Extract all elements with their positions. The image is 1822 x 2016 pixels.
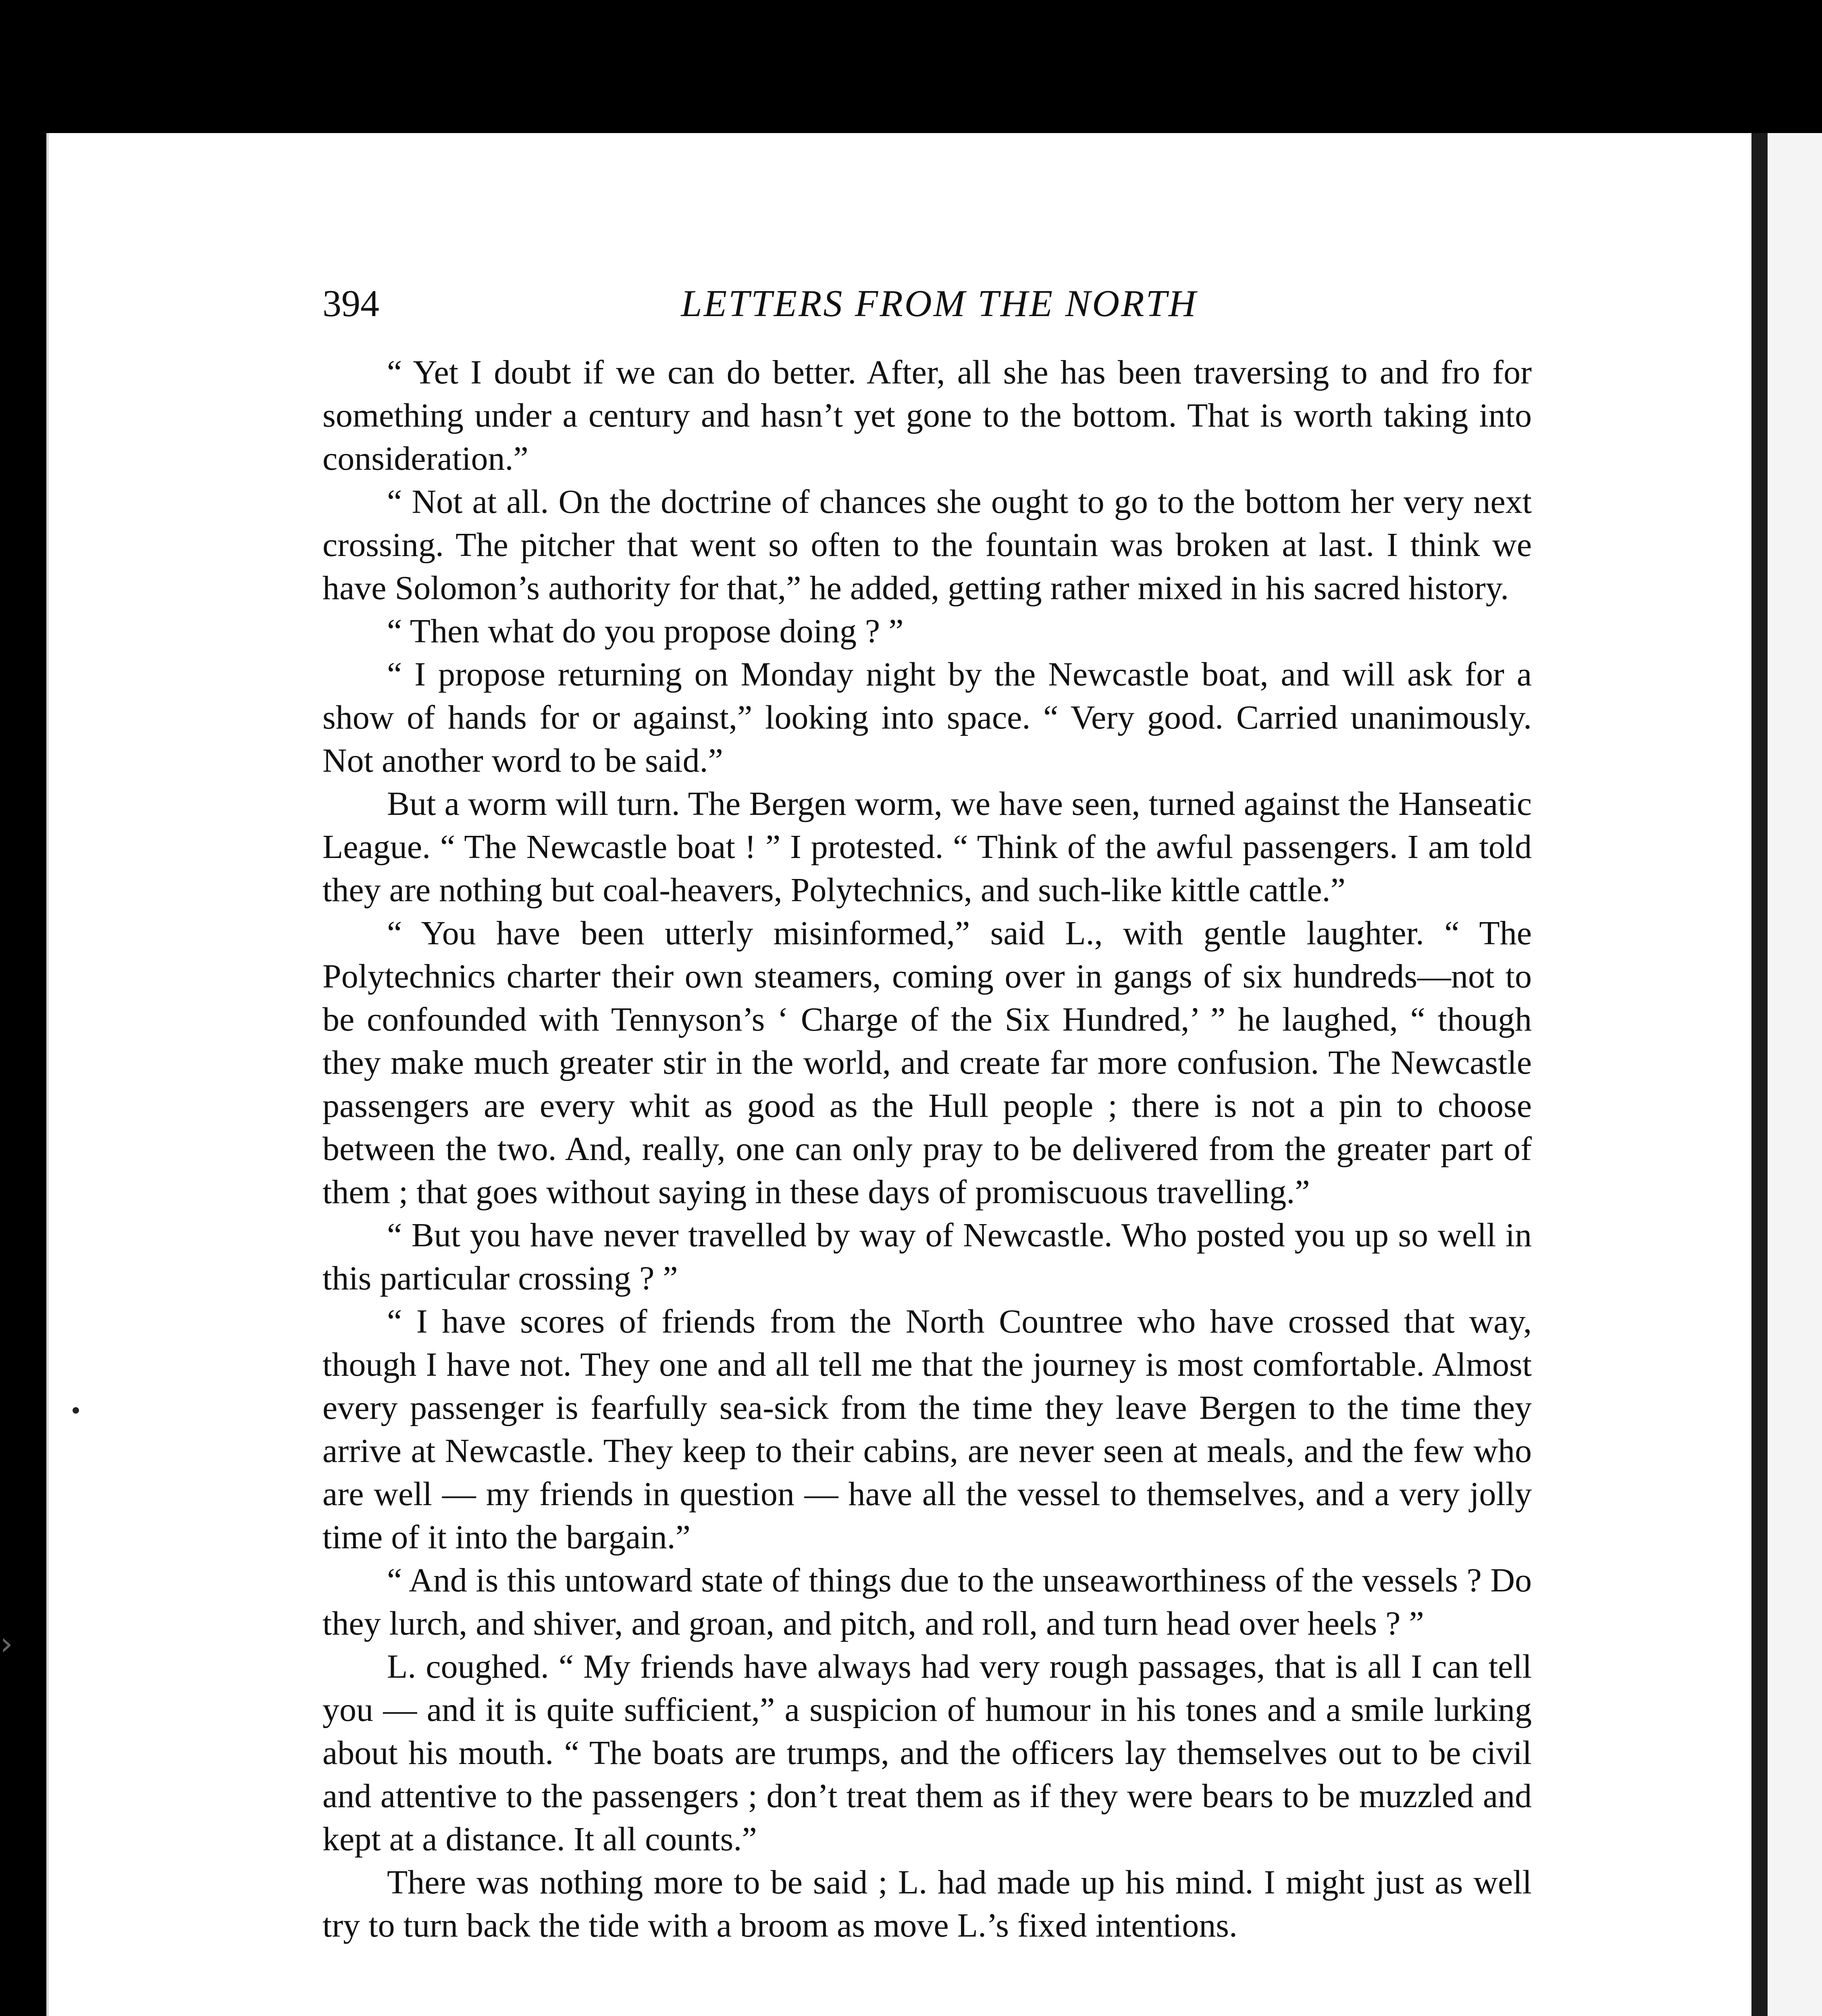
paragraph-1: “ Yet I doubt if we can do better. After, all she has been traversing to and fro for something under a century and hasn’t yet gone to the bottom. That is worth taking into consideration.” — [322, 354, 1532, 477]
paragraph-4: “ I propose returning on Monday night by the Newcastle boat, and will ask for a show of hands for or against,” looking into space. “ Very good. Carried unanimously. Not another word to be said.” — [322, 656, 1532, 779]
page-gutter — [1751, 133, 1768, 2016]
paragraph-11: There was nothing more to be said ; L. had made up his mind. I might just as well try to turn back the tide with a broom as move L.’s fixed intentions. — [322, 1864, 1532, 1944]
paragraph-9: “ And is this untoward state of things due to the unseaworthiness of the vessels ? Do they lurch, and shiver, and groan, and pitch, and roll, and turn head over heels ? ” — [322, 1562, 1532, 1642]
paragraph-7: “ But you have never travelled by way of Newcastle. Who posted you up so well in this particular crossing ? ” — [322, 1216, 1532, 1297]
page-text — [322, 282, 1532, 1947]
margin-dot-mark — [73, 1407, 79, 1414]
running-title: LETTERS FROM THE NORTH — [681, 283, 1198, 325]
page-header — [322, 282, 1532, 351]
paragraph-3: “ Then what do you propose doing ? ” — [387, 612, 904, 650]
margin-scan-mark: › — [0, 1625, 13, 1662]
page-number: 394 — [322, 283, 379, 325]
paragraph-6: “ You have been utterly misinformed,” said L., with gentle laughter. “ The Polytechnics charter their own steamers, coming over in gangs of six hundreds—not to be confounded with Tennyson’s ‘ Charge of the Six Hundred,’ ” he laughed, “ though they make much greater stir in the world, and create far more confusion. The Newcastle passengers are every whit as good as the Hull people ; there is not a pin to choose between the two. And, really, one can only pray to be delivered from the greater part of them ; that goes without saying in these days of promiscuous travelling.” — [322, 914, 1532, 1211]
paragraph-8: “ I have scores of friends from the North Countree who have crossed that way, though I have not. They one and all tell me that the journey is most comfortable. Almost every passenger is fearfully sea-sick from the time they leave Bergen to the time they arrive at Newcastle. They keep to their cabins, are never seen at meals, and the few who are well — my friends in question — have all the vessel to themselves, and a very jolly time of it into the bargain.” — [322, 1303, 1532, 1556]
paragraph-10: L. coughed. “ My friends have always had very rough passages, that is all I can tell you — and it is quite sufficient,” a suspicion of humour in his tones and a smile lurking about his mouth. “ The boats are trumps, and the officers lay themselves out to be civil and attentive to the passengers ; don’t treat them as if they were bears to be muzzled and kept at a distance. It all counts.” — [322, 1648, 1532, 1858]
paragraph-5: But a worm will turn. The Bergen worm, we have seen, turned against the Hanseatic League. “ The Newcastle boat ! ” I protested. “ Think of the awful passengers. I am told they are nothing but coal-heavers, Polytechnics, and such-like kittle cattle.” — [322, 785, 1532, 909]
adjacent-page-edge — [1768, 133, 1822, 2016]
paragraph-2: “ Not at all. On the doctrine of chances she ought to go to the bottom her very next crossing. The pitcher that went so often to the fountain was broken at last. I think we have Solomon’s authority for that,” he added, getting rather mixed in his sacred history. — [322, 483, 1532, 607]
